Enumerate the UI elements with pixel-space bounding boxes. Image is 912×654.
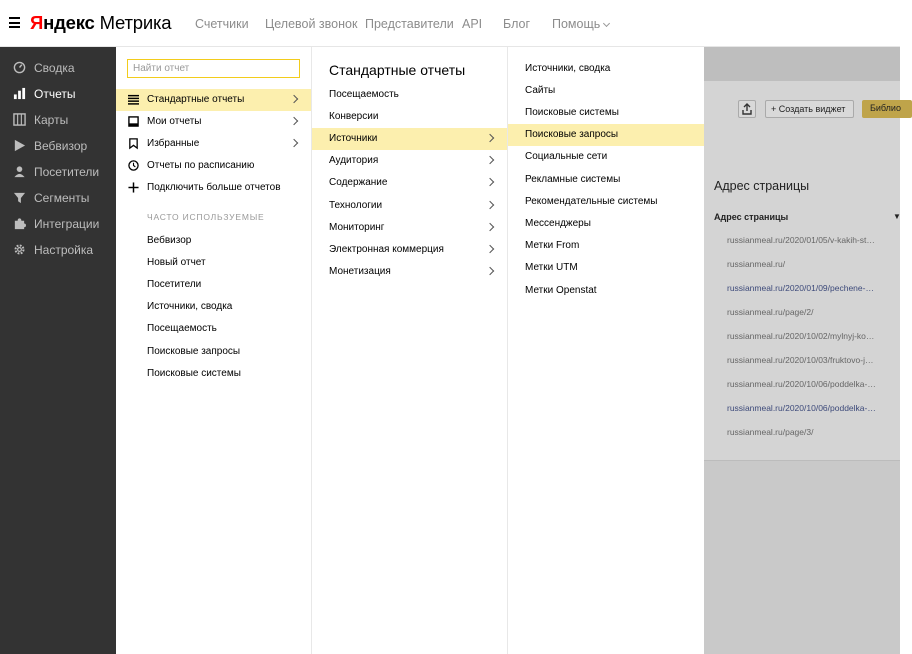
menu-item-label: Конверсии bbox=[329, 111, 379, 122]
create-widget-label: Создать виджет bbox=[778, 104, 846, 114]
background-report-page bbox=[704, 47, 900, 654]
menu-item-label: Отчеты по расписанию bbox=[147, 160, 255, 171]
sidebar-item-label: Вебвизор bbox=[34, 139, 88, 153]
menu-item-sources-summary[interactable] bbox=[508, 58, 704, 80]
bar-chart-icon bbox=[13, 87, 26, 100]
nav-help[interactable] bbox=[552, 17, 609, 31]
share-button[interactable] bbox=[738, 100, 756, 118]
menu-item-favorites[interactable] bbox=[116, 133, 311, 155]
menu-item-label: Метки Openstat bbox=[525, 285, 597, 296]
menu-item-social-networks[interactable] bbox=[508, 146, 704, 168]
menu-item-recommendation-systems[interactable] bbox=[508, 191, 704, 213]
menu-item-label: Стандартные отчеты bbox=[147, 94, 245, 105]
menu-item-messengers[interactable] bbox=[508, 213, 704, 235]
frequent-heading: ЧАСТО ИСПОЛЬЗУЕМЫЕ bbox=[147, 212, 265, 222]
clock-icon bbox=[128, 160, 139, 171]
chevron-right-icon bbox=[486, 134, 494, 142]
menu-item-label: Поисковые запросы bbox=[525, 129, 619, 140]
menu-item-search-engines[interactable] bbox=[508, 102, 704, 124]
chevron-right-icon bbox=[486, 201, 494, 209]
menu-item-technologies[interactable] bbox=[312, 195, 507, 217]
menu-item-standard-reports[interactable] bbox=[116, 89, 311, 111]
table-row[interactable]: russianmeal.ru/page/2/ bbox=[727, 307, 814, 317]
menu-item-label: Поисковые системы bbox=[525, 107, 619, 118]
standard-reports-panel bbox=[312, 47, 508, 654]
chevron-right-icon bbox=[290, 95, 298, 103]
menu-item-ad-systems[interactable] bbox=[508, 169, 704, 191]
menu-item-label: Мониторинг bbox=[329, 222, 385, 233]
sidebar-item-label: Интеграции bbox=[34, 217, 100, 231]
menu-item-label: Рекламные системы bbox=[525, 174, 621, 185]
yandex-metrika-logo[interactable] bbox=[30, 12, 171, 34]
menu-item-label: Источники bbox=[329, 133, 378, 144]
share-icon bbox=[739, 101, 755, 117]
sources-panel bbox=[508, 47, 704, 654]
menu-item-ecommerce[interactable] bbox=[312, 239, 507, 261]
background-report-card bbox=[704, 81, 900, 461]
menu-item-label: Социальные сети bbox=[525, 151, 608, 162]
play-icon bbox=[13, 139, 26, 152]
frequent-item[interactable]: Поисковые системы bbox=[147, 368, 241, 379]
menu-item-scheduled-reports[interactable] bbox=[116, 155, 311, 177]
menu-item-audience[interactable] bbox=[312, 150, 507, 172]
menu-icon[interactable] bbox=[9, 17, 20, 28]
menu-item-sources[interactable] bbox=[312, 128, 507, 150]
dashboard-icon bbox=[13, 61, 26, 74]
user-icon bbox=[13, 165, 26, 178]
sidebar-item-reports[interactable] bbox=[0, 81, 116, 107]
menu-item-label: Монетизация bbox=[329, 266, 391, 277]
menu-item-label: Аудитория bbox=[329, 155, 379, 166]
chevron-right-icon bbox=[486, 267, 494, 275]
plus-icon: + bbox=[771, 104, 777, 114]
panel-title: Стандартные отчеты bbox=[329, 62, 466, 78]
sidebar-item-segments[interactable] bbox=[0, 185, 116, 211]
menu-item-label: Рекомендательные системы bbox=[525, 196, 658, 207]
sidebar-item-maps[interactable] bbox=[0, 107, 116, 133]
menu-item-my-reports[interactable] bbox=[116, 111, 311, 133]
table-row[interactable]: russianmeal.ru/page/3/ bbox=[727, 427, 814, 437]
sidebar-item-label: Отчеты bbox=[34, 87, 76, 101]
chevron-right-icon bbox=[290, 139, 298, 147]
gear-icon bbox=[13, 243, 26, 256]
frequent-item[interactable]: Новый отчет bbox=[147, 257, 206, 268]
plus-icon bbox=[128, 182, 139, 193]
logo-letter: Я bbox=[30, 12, 44, 33]
background-toolbar-strip bbox=[704, 47, 900, 81]
menu-item-label: Источники, сводка bbox=[525, 63, 611, 74]
menu-item-attendance[interactable] bbox=[312, 84, 507, 106]
table-row[interactable]: russianmeal.ru/ bbox=[727, 259, 786, 269]
library-button[interactable]: Библио bbox=[862, 100, 912, 118]
column-header[interactable]: Адрес страницы bbox=[714, 212, 789, 222]
sidebar-item-label: Настройка bbox=[34, 243, 94, 257]
frequent-item[interactable]: Посещаемость bbox=[147, 323, 217, 334]
menu-item-monitoring[interactable] bbox=[312, 217, 507, 239]
nav-counters[interactable]: Счетчики bbox=[195, 17, 249, 31]
frequent-item[interactable]: Посетители bbox=[147, 279, 202, 290]
menu-item-label: Мессенджеры bbox=[525, 218, 591, 229]
sidebar-item-integrations[interactable] bbox=[0, 211, 116, 237]
square-icon bbox=[128, 116, 139, 127]
menu-item-label: Сайты bbox=[525, 85, 556, 96]
map-icon bbox=[13, 113, 26, 126]
chevron-down-icon bbox=[603, 20, 610, 27]
menu-item-label: Электронная коммерция bbox=[329, 244, 444, 255]
nav-help-label: Помощь bbox=[552, 17, 601, 31]
top-bar bbox=[0, 0, 900, 47]
table-row[interactable]: russianmeal.ru/2020/10/03/fruktovo-j… bbox=[727, 355, 874, 365]
menu-item-label: Посещаемость bbox=[329, 89, 399, 100]
sidebar-item-dashboard[interactable] bbox=[0, 55, 116, 81]
sidebar-item-webvisor[interactable] bbox=[0, 133, 116, 159]
frequent-item[interactable]: Источники, сводка bbox=[147, 301, 233, 312]
sidebar-item-label: Посетители bbox=[34, 165, 100, 179]
table-row[interactable]: russianmeal.ru/2020/10/06/poddelka-… bbox=[727, 403, 876, 413]
filter-icon bbox=[13, 191, 26, 204]
table-row[interactable]: russianmeal.ru/2020/01/09/pechene-… bbox=[727, 283, 874, 293]
chevron-right-icon bbox=[486, 245, 494, 253]
menu-item-from-tags[interactable] bbox=[508, 235, 704, 257]
chevron-right-icon bbox=[486, 223, 494, 231]
table-row[interactable]: russianmeal.ru/2020/01/05/v-kakih-st… bbox=[727, 235, 875, 245]
sidebar-item-visitors[interactable] bbox=[0, 159, 116, 185]
nav-blog[interactable]: Блог bbox=[503, 17, 531, 31]
sidebar-item-label: Карты bbox=[34, 113, 69, 127]
table-row[interactable]: russianmeal.ru/2020/10/06/poddelka-… bbox=[727, 379, 876, 389]
nav-api[interactable]: API bbox=[462, 17, 483, 31]
chevron-right-icon bbox=[290, 117, 298, 125]
menu-item-conversions[interactable] bbox=[312, 106, 507, 128]
menu-item-label: Подключить больше отчетов bbox=[147, 182, 281, 193]
menu-item-label: Метки UTM bbox=[525, 262, 578, 273]
menu-item-search-queries[interactable] bbox=[508, 124, 704, 146]
reports-menu-panel bbox=[116, 47, 312, 654]
sidebar-item-settings[interactable] bbox=[0, 237, 116, 263]
list-icon bbox=[128, 94, 139, 105]
menu-item-utm-tags[interactable] bbox=[508, 257, 704, 279]
nav-representatives[interactable]: Представители bbox=[365, 17, 454, 31]
menu-item-label: Метки From bbox=[525, 240, 580, 251]
menu-item-label: Мои отчеты bbox=[147, 116, 202, 127]
menu-item-monetization[interactable] bbox=[312, 261, 507, 283]
menu-item-label: Избранные bbox=[147, 138, 200, 149]
logo-brand: ндекс bbox=[43, 12, 95, 33]
menu-item-label: Технологии bbox=[329, 200, 383, 211]
report-search-input[interactable] bbox=[127, 59, 300, 78]
menu-item-sites[interactable] bbox=[508, 80, 704, 102]
frequent-item[interactable]: Поисковые запросы bbox=[147, 346, 241, 357]
chevron-right-icon bbox=[486, 178, 494, 186]
sidebar-item-label: Сводка bbox=[34, 61, 75, 75]
create-widget-button[interactable] bbox=[765, 100, 854, 118]
chevron-right-icon bbox=[486, 156, 494, 164]
menu-item-connect-more[interactable] bbox=[116, 177, 311, 199]
puzzle-icon bbox=[13, 217, 26, 230]
menu-item-label: Содержание bbox=[329, 177, 388, 188]
table-row[interactable]: russianmeal.ru/2020/10/02/mylnyj-ko… bbox=[727, 331, 875, 341]
frequent-item[interactable]: Вебвизор bbox=[147, 235, 192, 246]
main-sidebar bbox=[0, 47, 116, 654]
sidebar-item-label: Сегменты bbox=[34, 191, 90, 205]
bookmark-icon bbox=[128, 138, 139, 149]
logo-product: Метрика bbox=[99, 12, 172, 33]
nav-target-call[interactable]: Целевой звонок bbox=[265, 17, 358, 31]
report-heading: Адрес страницы bbox=[714, 179, 810, 193]
menu-item-content[interactable] bbox=[312, 172, 507, 194]
menu-item-openstat-tags[interactable] bbox=[508, 280, 704, 302]
sort-desc-icon[interactable]: ▼ bbox=[893, 212, 901, 221]
